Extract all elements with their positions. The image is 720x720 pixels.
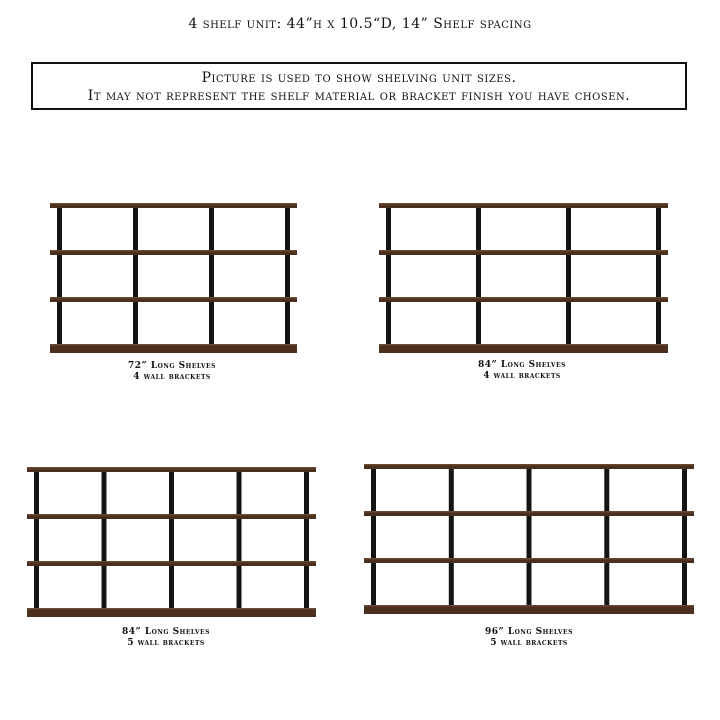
shelf-board [379, 203, 668, 208]
shelf-unit-illustration [50, 203, 297, 353]
wall-bracket [57, 205, 62, 351]
wall-bracket [102, 469, 107, 615]
shelf-board [379, 250, 668, 255]
wall-bracket [604, 466, 609, 612]
unit-caption [97, 361, 247, 383]
shelf-board [27, 467, 316, 472]
bracket-count-label: 4 wall brackets [133, 372, 211, 382]
shelf-unit-illustration [27, 467, 316, 617]
wall-bracket [656, 205, 661, 351]
unit-caption [91, 627, 241, 649]
unit-caption [447, 360, 597, 382]
wall-bracket [304, 469, 309, 615]
wall-bracket [133, 205, 138, 351]
wall-bracket [386, 205, 391, 351]
unit-caption [454, 627, 604, 649]
shelf-unit-84in-5-brackets [27, 467, 316, 617]
shelf-board [27, 561, 316, 566]
wall-bracket [209, 205, 214, 351]
disclaimer-line-1: Picture is used to show shelving unit sizes. [201, 70, 517, 86]
shelf-length-label: 96” Long Shelves [485, 627, 573, 637]
shelf-board [379, 344, 668, 353]
shelf-board [27, 514, 316, 519]
wall-bracket [285, 205, 290, 351]
bracket-count-label: 5 wall brackets [127, 638, 205, 648]
bracket-count-label: 4 wall brackets [483, 371, 561, 381]
shelf-board [364, 605, 694, 614]
wall-bracket [34, 469, 39, 615]
bracket-count-label: 5 wall brackets [490, 638, 568, 648]
wall-bracket [476, 205, 481, 351]
wall-bracket [237, 469, 242, 615]
shelf-board [50, 344, 297, 353]
shelf-unit-72in-4-brackets [50, 203, 297, 353]
shelf-board [364, 558, 694, 563]
shelf-board [364, 464, 694, 469]
wall-bracket [566, 205, 571, 351]
shelf-unit-illustration [364, 464, 694, 614]
wall-bracket [449, 466, 454, 612]
wall-bracket [682, 466, 687, 612]
shelf-board [50, 297, 297, 302]
wall-bracket [527, 466, 532, 612]
wall-bracket [169, 469, 174, 615]
shelf-length-label: 72” Long Shelves [128, 361, 216, 371]
material-disclaimer [31, 62, 687, 110]
page-title: 4 shelf unit: 44”h x 10.5“D, 14” Shelf spacing [188, 16, 532, 32]
shelf-unit-illustration [379, 203, 668, 353]
shelf-board [379, 297, 668, 302]
shelf-length-label: 84” Long Shelves [478, 360, 566, 370]
shelf-board [50, 250, 297, 255]
disclaimer-line-2: It may not represent the shelf material or bracket finish you have chosen. [87, 88, 631, 104]
shelf-unit-96in-5-brackets [364, 464, 694, 614]
wall-bracket [371, 466, 376, 612]
shelf-unit-84in-4-brackets [379, 203, 668, 353]
shelf-length-label: 84” Long Shelves [122, 627, 210, 637]
shelf-board [50, 203, 297, 208]
shelf-board [27, 608, 316, 617]
shelf-board [364, 511, 694, 516]
